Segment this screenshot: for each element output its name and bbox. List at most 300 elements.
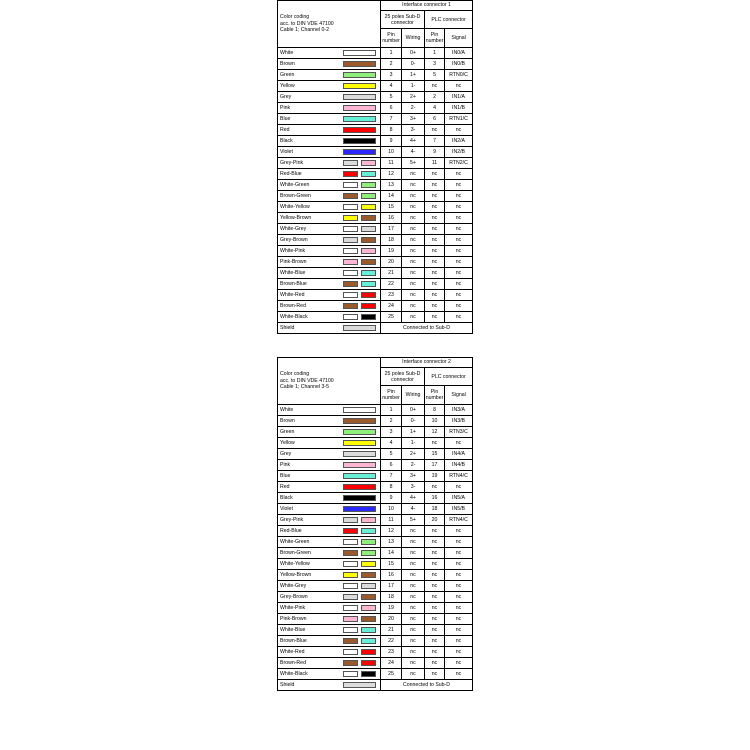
wire-color-name: White-Green [278, 537, 340, 548]
plc-pin-number: nc [425, 125, 445, 136]
color-swatch [343, 61, 376, 67]
subd-pin-number: 10 [381, 504, 402, 515]
color-swatch-group [340, 202, 381, 212]
color-swatch [361, 314, 376, 320]
wiring-value: nc [402, 268, 425, 279]
plc-pin-number: nc [425, 658, 445, 669]
signal-value: nc [445, 180, 473, 191]
color-swatch-group [340, 416, 381, 426]
subd-pin-number: 12 [381, 526, 402, 537]
subd-pin-number: 23 [381, 290, 402, 301]
subd-pin-number: 24 [381, 301, 402, 312]
color-swatch-cell [340, 603, 381, 614]
color-swatch [343, 303, 358, 309]
subd-pin-number: 14 [381, 548, 402, 559]
color-swatch [343, 682, 376, 688]
wiring-value: nc [402, 592, 425, 603]
col-pin-number: Pin number [381, 386, 402, 405]
color-swatch-group [340, 246, 381, 256]
wire-color-name: Red [278, 125, 340, 136]
col-plc-pin-number: Pin number [425, 386, 445, 405]
table-row [278, 92, 473, 103]
wire-color-name: Grey-Brown [278, 235, 340, 246]
subd-connector-label: 25 poles Sub-D connector [381, 11, 425, 29]
table-title-line: acc. to DIN VDE 47100 [280, 377, 334, 384]
table-row [278, 114, 473, 125]
plc-pin-number: nc [425, 169, 445, 180]
wire-color-name: Red [278, 482, 340, 493]
table-row [278, 70, 473, 81]
color-swatch-cell [340, 180, 381, 191]
plc-pin-number: nc [425, 438, 445, 449]
color-swatch-cell [340, 202, 381, 213]
color-swatch-cell [340, 235, 381, 246]
signal-value: nc [445, 625, 473, 636]
wire-color-name: Grey-Pink [278, 515, 340, 526]
table-row [278, 81, 473, 92]
color-swatch-group [340, 658, 381, 668]
plc-pin-number: nc [425, 614, 445, 625]
wire-color-name: Brown [278, 416, 340, 427]
color-swatch-cell [340, 268, 381, 279]
color-swatch-group [340, 59, 381, 69]
color-swatch-cell [340, 81, 381, 92]
color-swatch-group [340, 460, 381, 470]
col-wiring: Wiring [402, 386, 425, 405]
signal-value: nc [445, 290, 473, 301]
signal-value: nc [445, 279, 473, 290]
wiring-value: nc [402, 581, 425, 592]
color-swatch [361, 638, 376, 644]
color-swatch-group [340, 548, 381, 558]
color-swatch-cell [340, 570, 381, 581]
wiring-value: nc [402, 658, 425, 669]
table-row [278, 658, 473, 669]
color-swatch-group [340, 235, 381, 245]
color-swatch-cell [340, 592, 381, 603]
wire-color-name: Pink [278, 103, 340, 114]
wiring-value: 4- [402, 504, 425, 515]
color-swatch-cell [340, 416, 381, 427]
plc-pin-number: 2 [425, 92, 445, 103]
plc-pin-number: nc [425, 290, 445, 301]
plc-pin-number: 11 [425, 158, 445, 169]
color-swatch [361, 660, 376, 666]
plc-pin-number: nc [425, 592, 445, 603]
wiring-value: nc [402, 312, 425, 323]
plc-pin-number: 12 [425, 427, 445, 438]
color-swatch [361, 204, 376, 210]
color-swatch-group [340, 125, 381, 135]
color-swatch-cell [340, 515, 381, 526]
color-swatch [343, 72, 376, 78]
color-swatch [361, 539, 376, 545]
plc-pin-number: nc [425, 235, 445, 246]
color-swatch [361, 281, 376, 287]
color-swatch [343, 583, 358, 589]
color-swatch-cell [340, 257, 381, 268]
color-swatch [343, 215, 358, 221]
signal-value: IN0/B [445, 59, 473, 70]
color-swatch-cell [340, 290, 381, 301]
plc-pin-number: nc [425, 537, 445, 548]
plc-pin-number: nc [425, 81, 445, 92]
color-swatch [343, 418, 376, 424]
table-row [278, 202, 473, 213]
wiring-value: 1- [402, 438, 425, 449]
color-swatch-group [340, 257, 381, 267]
signal-value: nc [445, 81, 473, 92]
signal-value: nc [445, 169, 473, 180]
color-swatch-cell [340, 246, 381, 257]
plc-pin-number: 9 [425, 147, 445, 158]
color-swatch-group [340, 405, 381, 415]
signal-value: IN3/B [445, 416, 473, 427]
wiring-value: nc [402, 669, 425, 680]
wire-color-name: White-Grey [278, 224, 340, 235]
color-swatch [361, 550, 376, 556]
color-swatch-group [340, 323, 381, 333]
wire-color-name: Red-Blue [278, 169, 340, 180]
table-row [278, 592, 473, 603]
color-swatch [343, 440, 376, 446]
wiring-value: nc [402, 548, 425, 559]
signal-value: nc [445, 570, 473, 581]
wire-color-name: Pink-Brown [278, 257, 340, 268]
wiring-tables-page [277, 0, 472, 691]
table-row [278, 581, 473, 592]
wire-color-name: Violet [278, 147, 340, 158]
color-swatch [361, 303, 376, 309]
color-swatch-group [340, 504, 381, 514]
color-swatch [361, 171, 376, 177]
color-swatch-cell [340, 482, 381, 493]
subd-pin-number: 19 [381, 246, 402, 257]
color-swatch-cell [340, 548, 381, 559]
wiring-value: 2+ [402, 92, 425, 103]
signal-value: nc [445, 603, 473, 614]
table-row [278, 290, 473, 301]
plc-pin-number: nc [425, 603, 445, 614]
color-swatch-cell [340, 669, 381, 680]
table-row [278, 669, 473, 680]
signal-value: nc [445, 581, 473, 592]
table-row [278, 449, 473, 460]
wire-color-name: Brown-Blue [278, 636, 340, 647]
shield-row [278, 323, 473, 334]
table-row [278, 493, 473, 504]
wiring-value: 4+ [402, 136, 425, 147]
color-swatch-cell [340, 114, 381, 125]
col-plc-pin-number: Pin number [425, 29, 445, 48]
table-row [278, 103, 473, 114]
table-row [278, 405, 473, 416]
table-row [278, 180, 473, 191]
shield-label: Shield [278, 323, 340, 334]
subd-pin-number: 2 [381, 416, 402, 427]
wiring-value: nc [402, 257, 425, 268]
table-title [278, 1, 381, 48]
subd-pin-number: 7 [381, 471, 402, 482]
signal-value: RTN1/C [445, 114, 473, 125]
plc-pin-number: nc [425, 224, 445, 235]
plc-pin-number: 6 [425, 114, 445, 125]
color-swatch-cell [340, 191, 381, 202]
color-swatch-group [340, 592, 381, 602]
color-swatch-group [340, 438, 381, 448]
color-swatch [343, 50, 376, 56]
color-swatch [343, 473, 376, 479]
color-swatch [343, 671, 358, 677]
signal-value: nc [445, 526, 473, 537]
color-swatch-cell [340, 680, 381, 691]
subd-pin-number: 1 [381, 405, 402, 416]
wire-color-name: White-Green [278, 180, 340, 191]
wire-color-name: Yellow-Brown [278, 213, 340, 224]
wire-color-name: White-Blue [278, 268, 340, 279]
subd-pin-number: 11 [381, 158, 402, 169]
color-swatch [343, 314, 358, 320]
table-row [278, 537, 473, 548]
table-row [278, 191, 473, 202]
plc-pin-number: 15 [425, 449, 445, 460]
color-swatch-cell [340, 169, 381, 180]
color-swatch-cell [340, 559, 381, 570]
interface-connector-label: Interface connector 1 [381, 1, 473, 11]
color-swatch-group [340, 213, 381, 223]
color-swatch-group [340, 312, 381, 322]
color-swatch [343, 407, 376, 413]
table-row [278, 570, 473, 581]
color-swatch [361, 237, 376, 243]
table-row [278, 268, 473, 279]
plc-pin-number: nc [425, 581, 445, 592]
subd-pin-number: 2 [381, 59, 402, 70]
wire-color-name: Brown [278, 59, 340, 70]
shield-row [278, 680, 473, 691]
wire-color-name: White-Pink [278, 246, 340, 257]
plc-pin-number: nc [425, 636, 445, 647]
plc-pin-number: nc [425, 301, 445, 312]
wire-color-name: White-Pink [278, 603, 340, 614]
wire-color-name: Brown-Red [278, 658, 340, 669]
color-swatch-cell [340, 92, 381, 103]
table-row [278, 158, 473, 169]
subd-pin-number: 6 [381, 460, 402, 471]
signal-value: RTN2/C [445, 158, 473, 169]
color-swatch [343, 462, 376, 468]
subd-pin-number: 5 [381, 92, 402, 103]
color-swatch [343, 451, 376, 457]
wiring-value: nc [402, 290, 425, 301]
signal-value: IN3/A [445, 405, 473, 416]
signal-value: nc [445, 312, 473, 323]
table-gap [277, 334, 472, 357]
subd-pin-number: 16 [381, 570, 402, 581]
signal-value: nc [445, 614, 473, 625]
color-swatch-group [340, 92, 381, 102]
wire-color-name: White-Black [278, 669, 340, 680]
wire-color-name: Grey-Pink [278, 158, 340, 169]
color-swatch-cell [340, 493, 381, 504]
subd-pin-number: 21 [381, 268, 402, 279]
color-swatch [343, 528, 358, 534]
color-swatch-group [340, 180, 381, 190]
wiring-value: nc [402, 603, 425, 614]
color-swatch-group [340, 279, 381, 289]
color-swatch-cell [340, 471, 381, 482]
plc-pin-number: 4 [425, 103, 445, 114]
color-swatch [343, 550, 358, 556]
color-swatch [343, 539, 358, 545]
wiring-value: 4- [402, 147, 425, 158]
table-title-line: Color coding [280, 371, 310, 378]
wiring-value: nc [402, 647, 425, 658]
wire-color-name: White [278, 48, 340, 59]
color-swatch [343, 248, 358, 254]
header-row [278, 358, 473, 368]
wiring-value: 2- [402, 460, 425, 471]
color-swatch [361, 572, 376, 578]
plc-pin-number: nc [425, 202, 445, 213]
subd-pin-number: 18 [381, 592, 402, 603]
color-swatch-group [340, 493, 381, 503]
signal-value: IN2/B [445, 147, 473, 158]
color-swatch-cell [340, 526, 381, 537]
plc-pin-number: 3 [425, 59, 445, 70]
signal-value: nc [445, 257, 473, 268]
signal-value: IN0/A [445, 48, 473, 59]
signal-value: nc [445, 548, 473, 559]
color-swatch [343, 116, 376, 122]
signal-value: IN4/A [445, 449, 473, 460]
wiring-value: 3- [402, 125, 425, 136]
table-row [278, 636, 473, 647]
signal-value: nc [445, 191, 473, 202]
wiring-value: 1- [402, 81, 425, 92]
subd-pin-number: 17 [381, 581, 402, 592]
plc-pin-number: nc [425, 526, 445, 537]
color-swatch-cell [340, 581, 381, 592]
signal-value: RTN4/C [445, 471, 473, 482]
color-swatch [343, 259, 358, 265]
signal-value: nc [445, 268, 473, 279]
col-signal: Signal [445, 29, 473, 48]
subd-pin-number: 14 [381, 191, 402, 202]
color-swatch [361, 627, 376, 633]
color-coding-table-1 [277, 0, 473, 334]
subd-pin-number: 15 [381, 202, 402, 213]
subd-pin-number: 9 [381, 136, 402, 147]
color-swatch-cell [340, 449, 381, 460]
wiring-value: nc [402, 235, 425, 246]
shield-connection-text: Connected to Sub-D [381, 323, 473, 334]
color-swatch [343, 506, 376, 512]
wire-color-name: Pink [278, 460, 340, 471]
color-swatch [343, 171, 358, 177]
color-swatch-group [340, 614, 381, 624]
color-swatch [361, 215, 376, 221]
plc-pin-number: 5 [425, 70, 445, 81]
signal-value: nc [445, 213, 473, 224]
color-swatch-group [340, 427, 381, 437]
color-swatch-group [340, 191, 381, 201]
table-row [278, 169, 473, 180]
color-swatch [361, 160, 376, 166]
plc-pin-number: nc [425, 570, 445, 581]
wiring-value: nc [402, 279, 425, 290]
color-swatch-cell [340, 614, 381, 625]
color-swatch [343, 127, 376, 133]
table-row [278, 471, 473, 482]
wiring-value: 0+ [402, 48, 425, 59]
color-swatch-cell [340, 625, 381, 636]
signal-value: RTN3/C [445, 427, 473, 438]
color-swatch [343, 149, 376, 155]
table-row [278, 603, 473, 614]
wiring-value: 5+ [402, 515, 425, 526]
color-swatch-group [340, 81, 381, 91]
header-row [278, 1, 473, 11]
subd-pin-number: 25 [381, 669, 402, 680]
wiring-value: nc [402, 169, 425, 180]
color-swatch-group [340, 147, 381, 157]
wire-color-name: Black [278, 136, 340, 147]
color-swatch [343, 292, 358, 298]
wire-color-name: Pink-Brown [278, 614, 340, 625]
wiring-value: nc [402, 570, 425, 581]
table-row [278, 147, 473, 158]
wire-color-name: Brown-Blue [278, 279, 340, 290]
plc-connector-label: PLC connector [425, 368, 473, 386]
color-swatch [361, 517, 376, 523]
table-row [278, 246, 473, 257]
plc-pin-number: nc [425, 312, 445, 323]
col-signal: Signal [445, 386, 473, 405]
color-swatch-group [340, 103, 381, 113]
color-swatch-cell [340, 147, 381, 158]
color-swatch-group [340, 136, 381, 146]
color-swatch-cell [340, 323, 381, 334]
color-swatch-group [340, 647, 381, 657]
plc-pin-number: nc [425, 482, 445, 493]
subd-pin-number: 6 [381, 103, 402, 114]
color-swatch [343, 94, 376, 100]
signal-value: nc [445, 301, 473, 312]
plc-pin-number: 17 [425, 460, 445, 471]
subd-pin-number: 8 [381, 482, 402, 493]
signal-value: nc [445, 202, 473, 213]
subd-pin-number: 21 [381, 625, 402, 636]
color-swatch [361, 182, 376, 188]
wiring-value: nc [402, 191, 425, 202]
subd-pin-number: 19 [381, 603, 402, 614]
color-swatch-cell [340, 158, 381, 169]
subd-pin-number: 17 [381, 224, 402, 235]
wire-color-name: White-Red [278, 647, 340, 658]
color-swatch [343, 226, 358, 232]
subd-pin-number: 5 [381, 449, 402, 460]
wiring-value: nc [402, 559, 425, 570]
color-swatch-cell [340, 504, 381, 515]
wire-color-name: White-Red [278, 290, 340, 301]
table-row [278, 257, 473, 268]
color-swatch-cell [340, 427, 381, 438]
table-row [278, 312, 473, 323]
wiring-value: 3+ [402, 471, 425, 482]
color-swatch-cell [340, 48, 381, 59]
color-swatch-cell [340, 279, 381, 290]
